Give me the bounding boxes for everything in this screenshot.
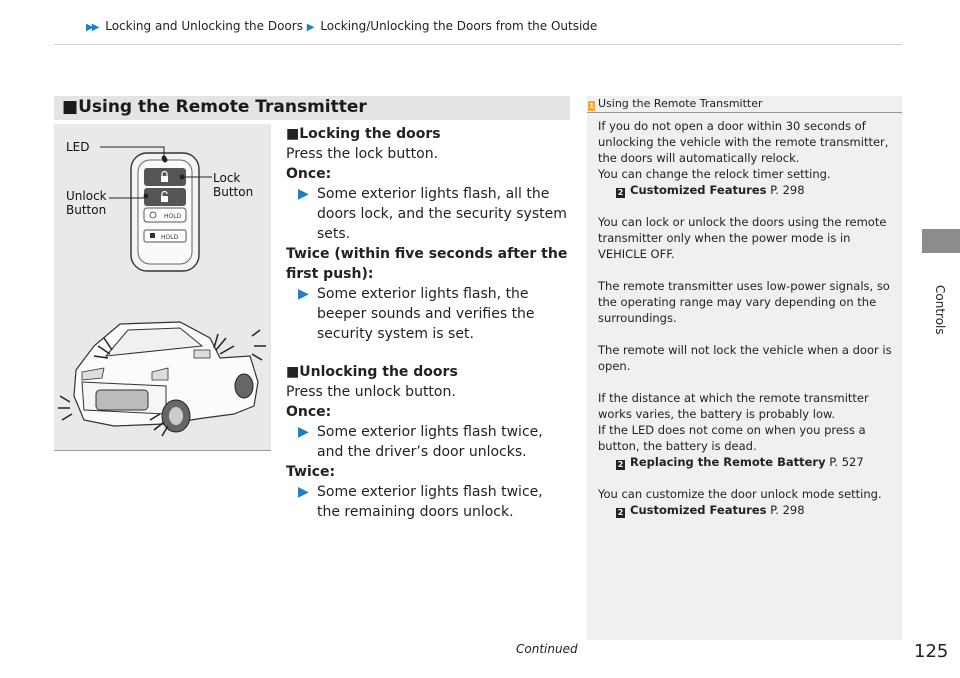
once-label: Once: [286,404,332,420]
hold-label: HOLD [161,234,179,241]
breadcrumb [86,19,597,33]
section-title [62,97,367,117]
callout-lock-button: Lock Button [213,171,254,199]
note-divider [587,112,902,113]
note-body [598,118,894,518]
cross-reference[interactable]: 2 Replacing the Remote Battery P. 527 [617,455,864,469]
header-divider [54,44,902,45]
illustration-divider [54,450,271,451]
arrow-icon: ▶ [298,484,309,500]
locking-intro: Press the lock button. [286,146,439,162]
note-paragraph: The remote transmitter uses low-power signals, so the operating range may vary depending on the surroundings. [598,279,890,325]
unlocking-heading: ■Unlocking the doors [286,364,458,380]
callout-unlock-button: Unlock Button [66,189,107,217]
locking-heading: ■Locking the doors [286,126,441,142]
key-fob-icon [131,153,199,271]
reference-icon: 2 [617,460,624,469]
triangle-icon: ▶ [86,22,94,33]
arrow-icon: ▶ [298,424,309,440]
once-label: Once: [286,166,332,182]
unlocking-intro: Press the unlock button. [286,384,456,400]
note-paragraph: If the distance at which the remote transmitter works varies, the battery is probably low. [598,391,869,421]
result-item: ▶ Some exterior lights flash twice, the remaining doors unlock. [298,484,543,520]
body-text [286,124,570,522]
note-paragraph: The remote will not lock the vehicle when a door is open. [598,343,892,373]
result-item: ▶ Some exterior lights flash, the beeper sounds and verifies the security system is set. [298,286,535,342]
note-paragraph: If you do not open a door within 30 seconds of unlocking the vehicle with the remote transmitter, the doors will automatically relock. [598,119,889,165]
note-heading: 1 Using the Remote Transmitter [589,97,763,110]
chapter-label: Controls [933,285,947,335]
cross-reference[interactable]: 2 Customized Features P. 298 [617,183,805,197]
cross-reference[interactable]: 2 Customized Features P. 298 [617,503,805,517]
arrow-icon: ▶ [298,286,309,302]
section-marker: ■ [62,97,79,117]
chapter-tab [922,229,960,253]
note-paragraph: If the LED does not come on when you press a button, the battery is dead. [598,423,866,453]
reference-icon: 2 [617,508,624,517]
reference-icon: 2 [617,188,624,197]
note-icon: 1 [589,102,594,110]
breadcrumb-item[interactable]: Locking and Unlocking the Doors [105,19,303,33]
arrow-icon: ▶ [298,186,309,202]
section-title-text: Using the Remote Transmitter [78,97,367,117]
result-item: ▶ Some exterior lights flash, all the doors lock, and the security system sets. [298,186,567,242]
triangle-icon: ▶ [91,22,100,33]
result-item: ▶ Some exterior lights flash twice, and the driver’s door unlocks. [298,424,543,460]
breadcrumb-item[interactable]: Locking/Unlocking the Doors from the Outside [320,19,598,33]
hold-label: HOLD [164,213,182,220]
pickup-truck-icon [58,322,266,436]
note-paragraph: You can customize the door unlock mode setting. [598,487,882,501]
continued-label: Continued [516,642,578,656]
page-number: 125 [914,641,949,662]
twice-label: Twice: [286,464,336,480]
triangle-icon: ▶ [306,22,315,33]
note-paragraph: You can lock or unlock the doors using the remote transmitter only when the power mode is in VEHICLE OFF. [598,215,887,261]
twice-label: Twice (within five seconds after the first push): [286,246,568,282]
callout-led: LED [66,140,90,154]
note-paragraph: You can change the relock timer setting. [598,167,831,181]
